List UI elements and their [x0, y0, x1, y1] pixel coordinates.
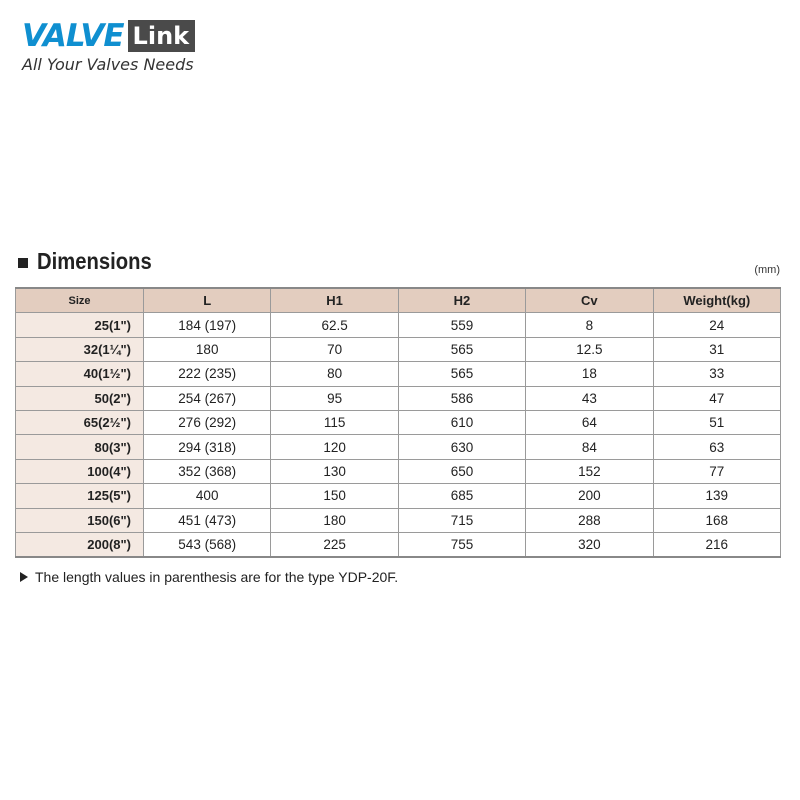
logo-link-text: Link	[128, 20, 196, 52]
size-cell: 50(2")	[16, 386, 144, 410]
footnote	[20, 569, 398, 585]
table-cell: 80	[271, 362, 398, 386]
table-cell: 43	[526, 386, 653, 410]
table-cell: 139	[653, 484, 780, 508]
table-cell: 130	[271, 459, 398, 483]
table-cell: 630	[398, 435, 525, 459]
table-cell: 216	[653, 532, 780, 557]
table-row	[16, 313, 781, 337]
table-cell: 8	[526, 313, 653, 337]
table-cell: 180	[271, 508, 398, 532]
unit-label: (mm)	[754, 264, 780, 276]
size-cell: 65(2½")	[16, 410, 144, 434]
table-cell: 47	[653, 386, 780, 410]
table-row	[16, 435, 781, 459]
table-cell: 150	[271, 484, 398, 508]
table-cell: 543 (568)	[144, 532, 271, 557]
table-cell: 200	[526, 484, 653, 508]
size-cell: 100(4")	[16, 459, 144, 483]
table-cell: 565	[398, 337, 525, 361]
table-row	[16, 484, 781, 508]
table-row	[16, 337, 781, 361]
logo-wordmark	[22, 20, 195, 52]
table-cell: 184 (197)	[144, 313, 271, 337]
table-cell: 168	[653, 508, 780, 532]
size-cell: 150(6")	[16, 508, 144, 532]
header-l: L	[144, 288, 271, 313]
table-row	[16, 362, 781, 386]
table-cell: 115	[271, 410, 398, 434]
table-cell: 222 (235)	[144, 362, 271, 386]
table-cell: 288	[526, 508, 653, 532]
size-cell: 80(3")	[16, 435, 144, 459]
table-cell: 320	[526, 532, 653, 557]
table-cell: 18	[526, 362, 653, 386]
table-cell: 715	[398, 508, 525, 532]
table-cell: 12.5	[526, 337, 653, 361]
size-cell: 200(8")	[16, 532, 144, 557]
table-cell: 51	[653, 410, 780, 434]
logo-tagline: All Your Valves Needs	[22, 55, 194, 74]
table-cell: 352 (368)	[144, 459, 271, 483]
table-cell: 276 (292)	[144, 410, 271, 434]
footnote-text: The length values in parenthesis are for the type YDP-20F.	[35, 569, 399, 585]
table-cell: 254 (267)	[144, 386, 271, 410]
section-heading	[18, 248, 167, 275]
table-cell: 565	[398, 362, 525, 386]
table-cell: 70	[271, 337, 398, 361]
table-header-row	[16, 288, 781, 313]
table-cell: 400	[144, 484, 271, 508]
header-weight: Weight(kg)	[653, 288, 780, 313]
table-row	[16, 459, 781, 483]
table-cell: 650	[398, 459, 525, 483]
header-h1: H1	[271, 288, 398, 313]
table-cell: 451 (473)	[144, 508, 271, 532]
square-bullet-icon	[18, 258, 28, 268]
brand-logo	[22, 20, 195, 74]
table-cell: 610	[398, 410, 525, 434]
table-cell: 120	[271, 435, 398, 459]
dimensions-table	[15, 287, 781, 558]
logo-valve-text: VALVE	[22, 18, 124, 54]
table-cell: 180	[144, 337, 271, 361]
table-cell: 685	[398, 484, 525, 508]
size-cell: 25(1")	[16, 313, 144, 337]
table-cell: 586	[398, 386, 525, 410]
table-cell: 77	[653, 459, 780, 483]
table-cell: 755	[398, 532, 525, 557]
table-cell: 64	[526, 410, 653, 434]
table-cell: 95	[271, 386, 398, 410]
table-row	[16, 508, 781, 532]
table-cell: 63	[653, 435, 780, 459]
table-cell: 84	[526, 435, 653, 459]
table-row	[16, 532, 781, 557]
size-cell: 32(1¼")	[16, 337, 144, 361]
section-title: Dimensions	[37, 248, 152, 274]
table-cell: 62.5	[271, 313, 398, 337]
table-row	[16, 386, 781, 410]
header-h2: H2	[398, 288, 525, 313]
size-cell: 40(1½")	[16, 362, 144, 386]
table-row	[16, 410, 781, 434]
table-cell: 31	[653, 337, 780, 361]
header-size: Size	[16, 288, 144, 313]
table-cell: 294 (318)	[144, 435, 271, 459]
table-cell: 225	[271, 532, 398, 557]
header-cv: Cv	[526, 288, 653, 313]
table-cell: 33	[653, 362, 780, 386]
table-cell: 24	[653, 313, 780, 337]
table-cell: 559	[398, 313, 525, 337]
table-cell: 152	[526, 459, 653, 483]
size-cell: 125(5")	[16, 484, 144, 508]
triangle-arrow-icon	[20, 572, 28, 582]
